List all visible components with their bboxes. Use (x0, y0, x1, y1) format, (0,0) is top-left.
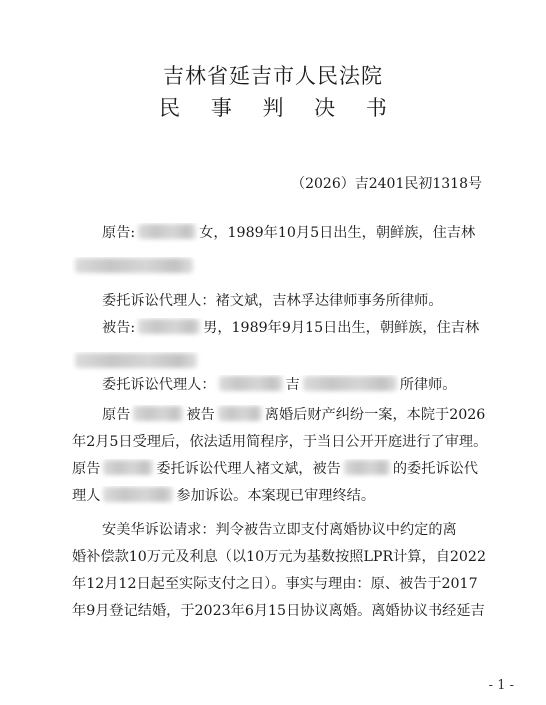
body-line (72, 601, 516, 621)
body-line (72, 223, 516, 243)
line-text: 被告: (102, 320, 136, 336)
redacted-text (219, 376, 283, 391)
line-text: 吉 (285, 377, 300, 393)
body-line (72, 432, 516, 452)
redacted-text (133, 406, 183, 421)
body-line (72, 375, 516, 395)
line-text: 原告 (72, 461, 101, 477)
body-line (72, 318, 516, 338)
redacted-text (138, 224, 196, 239)
line-text: 原告 (102, 407, 131, 423)
redacted-text (75, 258, 193, 273)
body-line (72, 486, 516, 506)
redacted-text (303, 376, 397, 391)
page-number: - 1 - (488, 678, 514, 693)
line-text: 委托诉讼代理人：褚文斌，吉林孚达律师事务所律师。 (102, 293, 443, 309)
document-type: 民 事 判 决 书 (159, 96, 399, 120)
body-line (72, 547, 516, 567)
redacted-text (103, 487, 173, 502)
line-text: 年2月5日受理后，依法适用简程序，于当日公开开庭进行了审理。 (72, 434, 488, 450)
line-text: 委托诉讼代理人： (102, 377, 216, 393)
line-text: 所律师。 (399, 377, 457, 393)
redacted-text (103, 460, 153, 475)
line-text: 离婚后财产纠纷一案，本院于2026 (264, 407, 486, 423)
redacted-text (344, 460, 390, 475)
line-text: 被告 (186, 407, 215, 423)
body-line (72, 291, 516, 311)
court-name: 吉林省延吉市人民法院 (163, 64, 383, 88)
line-text: 年9月登记结婚，于2023年6月15日协议离婚。离婚协议书经延吉 (72, 603, 485, 619)
case-number: （2026）吉2401民初1318号 (291, 176, 482, 192)
line-text: 参加诉讼。本案现已审理终结。 (176, 488, 376, 504)
body-line (72, 405, 516, 425)
line-text: 女，1989年10月5日出生，朝鲜族，住吉林 (199, 225, 476, 241)
line-text: 男，1989年9月15日出生，朝鲜族，住吉林 (203, 320, 480, 336)
redacted-text (75, 353, 197, 368)
line-text: 原告: (102, 225, 136, 241)
body-line (72, 520, 516, 540)
body-line (72, 459, 516, 479)
redacted-text (218, 406, 262, 421)
line-text: 委托诉讼代理人褚文斌，被告 (156, 461, 341, 477)
line-text: 理人 (72, 488, 101, 504)
line-text: 婚补偿款10万元及利息（以10万元为基数按照LPR计算，自2022 (72, 549, 486, 565)
redacted-text (138, 319, 200, 334)
line-text: 的委托诉讼代 (392, 461, 478, 477)
body-line (72, 574, 516, 594)
body-line (72, 352, 516, 372)
line-text: 安美华诉讼请求：判令被告立即支付离婚协议中约定的离 (102, 522, 457, 538)
body-line (72, 257, 516, 277)
line-text: 年12月12日起至实际支付之日）。事实与理由：原、被告于2017 (72, 576, 478, 592)
